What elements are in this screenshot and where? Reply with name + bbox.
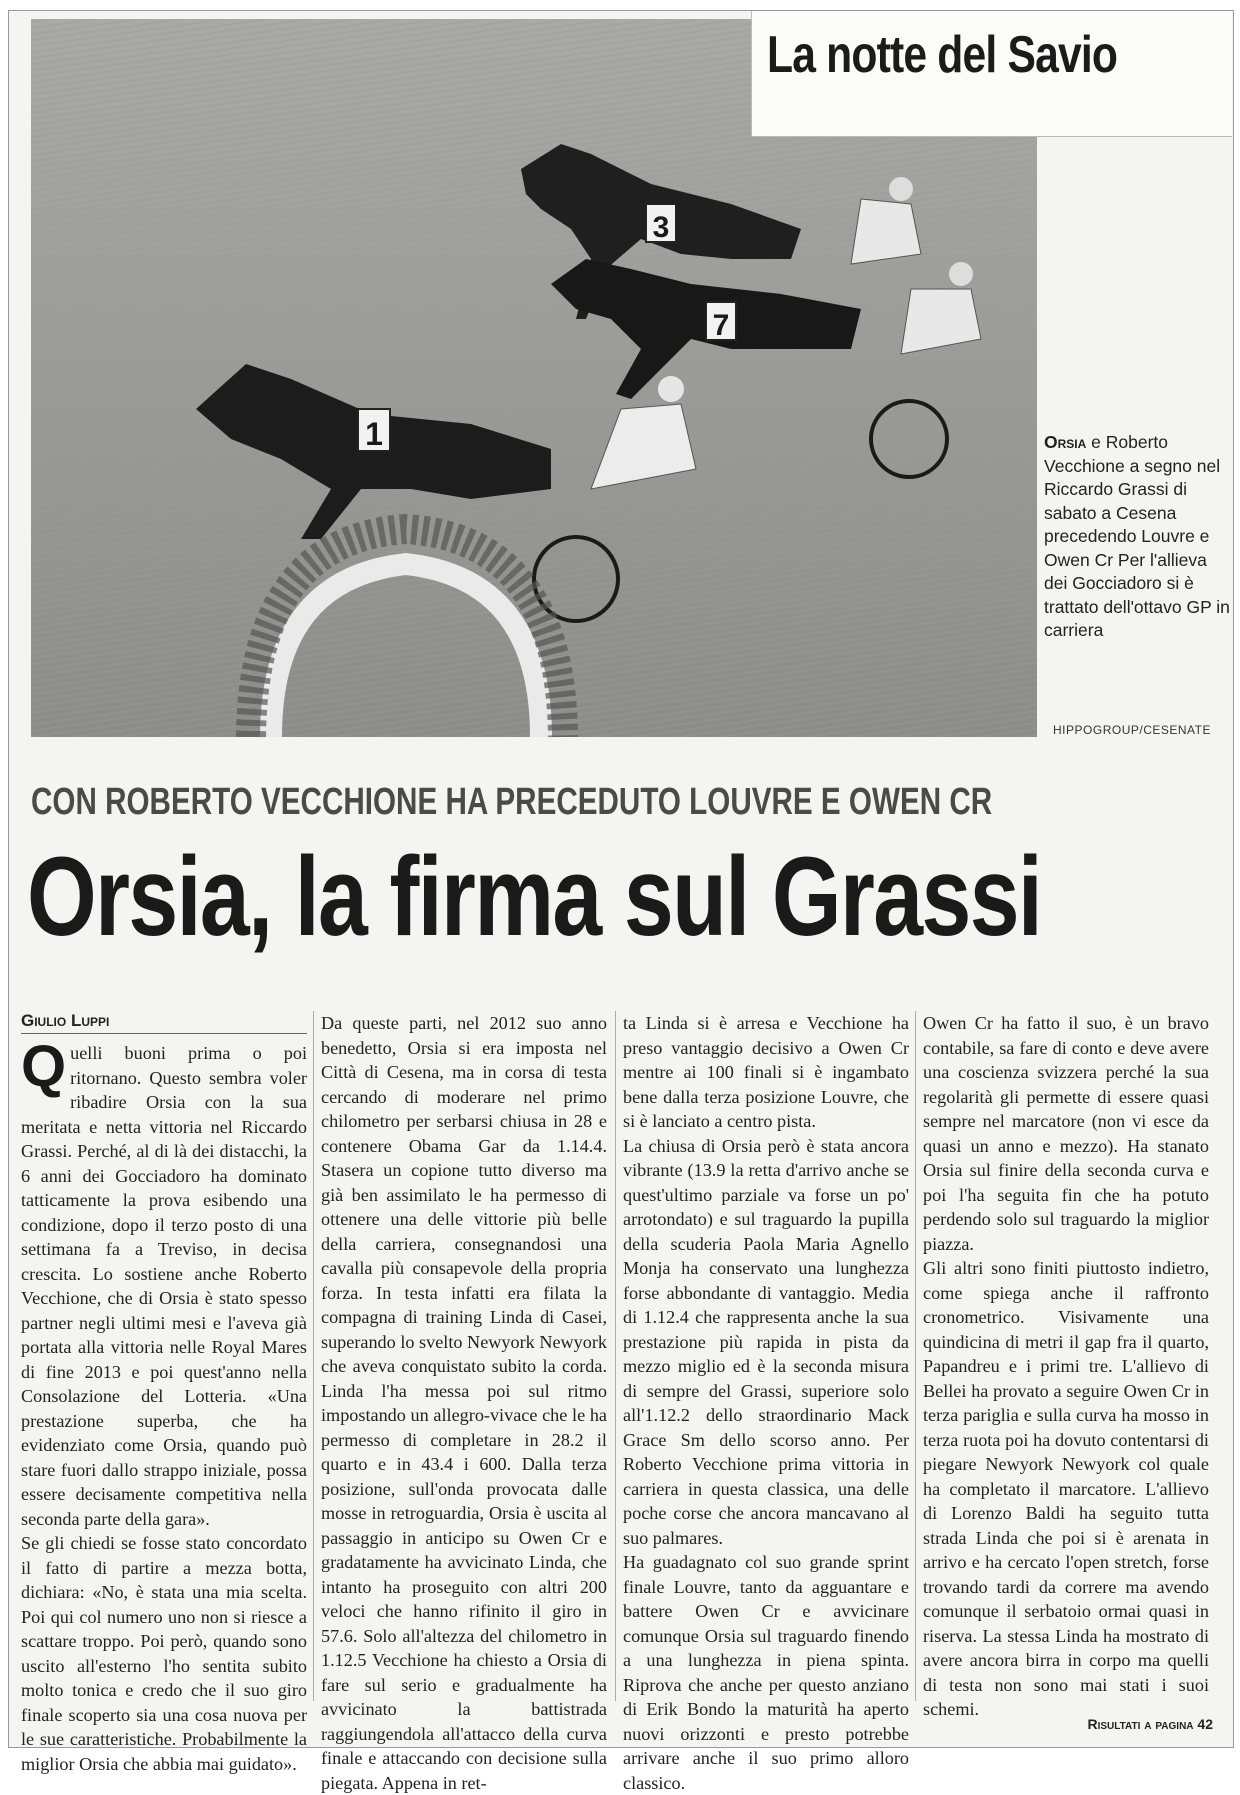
caption-lead: Orsia	[1044, 432, 1087, 452]
column-divider	[915, 1011, 916, 1701]
photo-credit: HIPPOGROUP/CESENATE	[1053, 723, 1211, 737]
number-7-label: 7	[712, 309, 730, 342]
newspaper-page	[8, 10, 1234, 1793]
column-divider	[313, 1011, 314, 1701]
column-divider	[615, 1011, 616, 1701]
article-headline: Orsia, la firma sul Grassi	[27, 834, 1042, 959]
number-1-label: 1	[365, 416, 383, 452]
article-kicker: CON ROBERTO VECCHIONE HA PRECEDUTO LOUVRE E OWEN CR	[31, 781, 993, 823]
caption-text: e Roberto Vecchione a segno nel Riccardo Grassi di sabato a Cesena precedendo Louvre e Owen Cr Per l'allieva dei Gocciadoro si è trattato dell'ottavo GP in carriera	[1044, 432, 1230, 640]
drop-cap: Q	[21, 1034, 67, 1099]
article-column-2: Da queste parti, nel 2012 suo anno benedetto, Orsia si era imposta nel Città di Cesena, ma in corsa di testa cercando di moderare nel primo chilometro per serbarsi chiusa in 28 e contenere Obama Gar da 1.14.4. Stasera un copione tutto diverso ma già ben assimilato le ha permesso di ottenere una delle vittorie più belle della carriera, consegnandosi una cavalla più consapevole della propria forza. In testa infatti era filata la compagna di training Linda di Casei, superando lo svelto Newyork Newyork che aveva conquistato subito la corda. Linda l'ha messa poi sul ritmo impostando un allegro-vivace che le ha permesso di completare in 28.2 il quarto e in 43.4 i 600. Dalla terza posizione, sull'onda provocata dalle mosse in retroguardia, Orsia è uscita al passaggio in anticipo su Owen Cr e gradatamente ha avvicinato Linda, che intanto ha proseguito con altri 200 veloci che hanno rifinito il giro in 57.6. Solo all'altezza del chilometro in 1.12.5 Vecchione ha chiesto a Orsia di fare sul serio e gradualmente ha avvicinato la battistrada raggiungendola all'attacco della curva finale e attaccando con decisione sulla piegata. Appena in ret-	[321, 1013, 607, 1793]
article-byline: Giulio Luppi	[21, 1011, 110, 1030]
number-3-label: 3	[652, 211, 670, 244]
column-1-text: uelli buoni prima o poi ritornano. Questo sembra voler ribadire Orsia con la sua meritata e netta vittoria nel Riccardo Grassi. Perché, al di là dei distacchi, la 6 anni dei Gocciadoro ha dominato tatticamente la prova esibendo una condizione, dopo il terzo posto di una settimana fa a Treviso, in decisa crescita. Lo sostiene anche Roberto Vecchione, che di Orsia è stato spesso partner negli ultimi mesi e l'aveva già portata alla vittoria nelle Royal Mares di fine 2013 e poi quest'anno nella Consolazione del Lotteria. «Una prestazione superba, che ha evidenziato come Orsia, quando può stare fuori dallo strappo iniziale, possa essere decisamente competitiva nella seconda parte della gara». Se gli chiedi se fosse stato concordato il fatto di partire a mezza botta, dichiara: «No, è stata una mia scelta. Poi qui col numero uno non si riesce a scattare troppo. Poi però, quando sono uscito all'esterno l'ho sentita subito molto tonica e credo che il suo giro finale scoperto sia una cosa nuova per le sue caratteristiche. Probabilmente la miglior Orsia che abbia mai guidato».	[21, 1043, 307, 1774]
article-column-4: Owen Cr ha fatto il suo, è un bravo contabile, sa fare di conto e deve avere una coscienza svizzera perché la sua regolarità gli permette di essere quasi sempre nel marcatore (non vi esce da quasi un anno e mezzo). Ha stanato Orsia sul finire della seconda curva e poi l'ha seguita fin che ha potuto perdendo solo sul traguardo la miglior piazza. Gli altri sono finiti piuttosto indietro, come spiega anche il raffronto cronometrico. Visivamente una quindicina di metri il gap fra il quarto, Papandreu e i primi tre. L'allievo di Bellei ha provato a seguire Owen Cr in terza pariglia e sulla curva ha mosso in terza ruota poi ha dovuto contentarsi di piegare Newyork Newyork col quale ha completato il marcatore. L'allievo di Lorenzo Baldi ha seguito tutta strada Linda che poi si è arenata in arrivo e ha cercato l'open stretch, forse trovando tardi da correre ma avendo comunque il serbatoio ormai quasi in riserva. La stessa Linda ha mostrato di avere ancora birra in corpo ma quelli di testa non sono mai stati i suoi schemi.	[923, 1013, 1209, 1719]
section-title: La notte del Savio	[767, 26, 1118, 84]
article-column-1	[21, 1034, 307, 1776]
article-column-3: ta Linda si è arresa e Vecchione ha preso vantaggio decisivo a Owen Cr mentre ai 100 finali si è ingambato bene dalla terza posizione Louvre, che si è lanciato a centro pista. La chiusa di Orsia però è stata ancora vibrante (13.9 la retta d'arrivo anche se quest'ultimo parziale va forse un po' arrotondato) e sul traguardo la pupilla della scuderia Paola Maria Agnello Monja ha conservato una lunghezza forse abbondante di vantaggio. Media di 1.12.4 che rappresenta anche la sua prestazione più rapida in pista da mezzo miglio ed è la seconda misura di sempre del Grassi, superiore solo all'1.12.2 dello straordinario Mack Grace Sm dello scorso anno. Per Roberto Vecchione prima vittoria in carriera in questa classica, una delle poche corse che ancora mancavano al suo palmares. Ha guadagnato col suo grande sprint finale Louvre, tanto da agguantare e battere Owen Cr e avvicinare comunque Orsia sul traguardo finendo a una lunghezza in piena spinta. Riprova che anche per questo anziano di Erik Bondo la maturità ha aperto nuovi orizzonti e presto potrebbe arrivare anche il suo primo alloro classico.	[623, 1013, 909, 1793]
results-reference: Risultati a pagina 42	[1087, 1716, 1213, 1732]
photo-caption	[1044, 431, 1234, 643]
